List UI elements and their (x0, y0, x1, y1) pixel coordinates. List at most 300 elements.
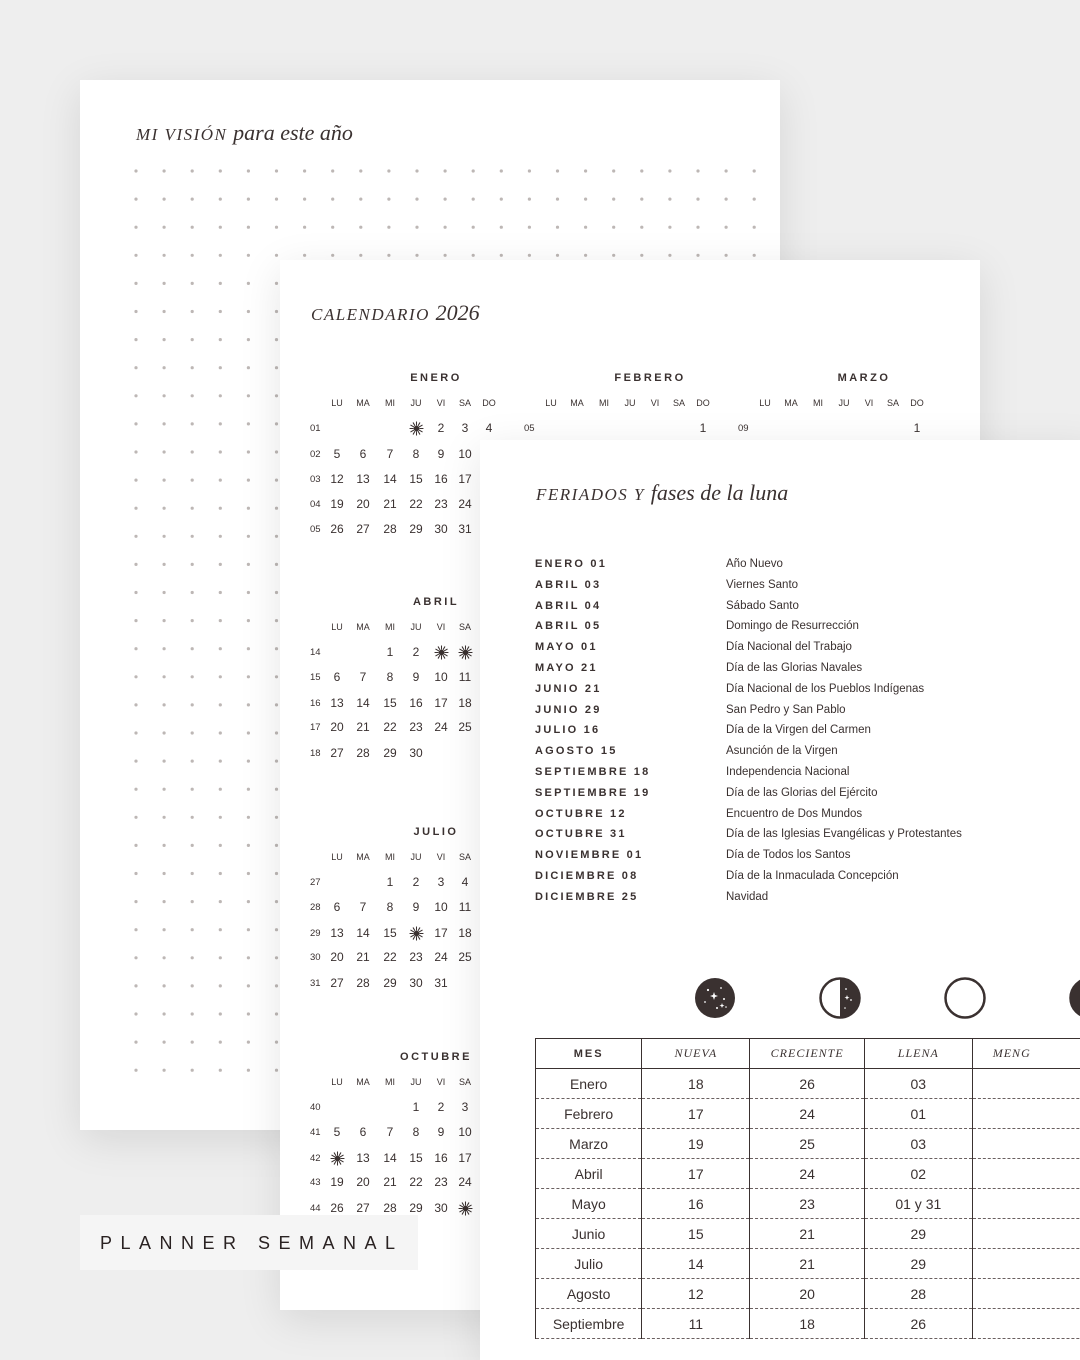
weekday-label: JU (619, 398, 641, 408)
grid-dot (500, 226, 503, 229)
grid-dot (219, 1069, 222, 1072)
phase-date-cell: 21 (750, 1249, 864, 1279)
grid-dot (275, 338, 278, 341)
holiday-date: ABRIL 04 (535, 600, 601, 612)
phase-date-cell-cropped (972, 1279, 1080, 1309)
calendar-day: 10 (453, 447, 477, 461)
grid-dot (275, 844, 278, 847)
grid-dot (191, 928, 194, 931)
weekday-label: SA (454, 852, 476, 862)
week-number: 29 (310, 928, 321, 939)
grid-dot (247, 1041, 250, 1044)
holiday-date: ABRIL 05 (535, 620, 601, 632)
grid-dot (444, 198, 447, 201)
grid-dot (134, 310, 137, 313)
grid-dot (163, 450, 166, 453)
grid-dot (247, 816, 250, 819)
calendar-day: 8 (404, 1125, 428, 1139)
grid-dot (219, 254, 222, 257)
header-nueva: NUEVA (642, 1039, 750, 1069)
calendar-day: 27 (325, 746, 349, 760)
grid-dot (191, 984, 194, 987)
phase-date-cell: 11 (642, 1309, 750, 1339)
grid-dot (163, 169, 166, 172)
phase-date-cell: 01 y 31 (864, 1189, 972, 1219)
calendar-day: 26 (325, 1201, 349, 1215)
calendar-day: 9 (429, 447, 453, 461)
grid-dot (584, 254, 587, 257)
calendar-day: 17 (453, 1151, 477, 1165)
week-number: 04 (310, 499, 321, 510)
calendar-day: 3 (453, 1100, 477, 1114)
phase-date-cell-cropped (972, 1159, 1080, 1189)
phase-date-cell: 24 (750, 1159, 864, 1189)
calendar-day: 18 (453, 696, 477, 710)
holiday-sun-marker (404, 421, 428, 436)
calendar-day: 17 (429, 926, 453, 940)
phase-date-cell: 19 (642, 1129, 750, 1159)
grid-dot (163, 310, 166, 313)
grid-dot (191, 1069, 194, 1072)
calendar-day: 29 (378, 746, 402, 760)
calendar-day: 16 (429, 472, 453, 486)
grid-dot (387, 226, 390, 229)
grid-dot (191, 788, 194, 791)
grid-dot (753, 169, 756, 172)
weekday-label: JU (405, 398, 427, 408)
calendar-day: 20 (325, 720, 349, 734)
grid-dot (134, 366, 137, 369)
calendar-day: 2 (404, 645, 428, 659)
grid-dot (219, 591, 222, 594)
grid-dot (696, 254, 699, 257)
grid-dot (247, 900, 250, 903)
holiday-name: Día de las Glorias del Ejército (726, 787, 877, 799)
planner-label-text: PLANNER SEMANAL (100, 1233, 404, 1254)
month-cell: Abril (536, 1159, 642, 1189)
grid-dot (219, 394, 222, 397)
week-number: 40 (310, 1102, 321, 1113)
grid-dot (387, 198, 390, 201)
grid-dot (134, 619, 137, 622)
grid-dot (753, 198, 756, 201)
calendar-day: 30 (404, 746, 428, 760)
weekday-label: SA (668, 398, 690, 408)
grid-dot (247, 507, 250, 510)
calendar-day: 18 (453, 926, 477, 940)
calendar-day: 24 (453, 1175, 477, 1189)
grid-dot (163, 647, 166, 650)
grid-dot (163, 535, 166, 538)
grid-dot (247, 338, 250, 341)
grid-dot (219, 872, 222, 875)
weekday-label: VI (430, 852, 452, 862)
grid-dot (275, 1041, 278, 1044)
grid-dot (219, 984, 222, 987)
holiday-date: NOVIEMBRE 01 (535, 849, 643, 861)
holiday-date: OCTUBRE 31 (535, 828, 627, 840)
holiday-name: Viernes Santo (726, 579, 798, 591)
grid-dot (584, 169, 587, 172)
grid-dot (556, 169, 559, 172)
calendar-day: 22 (378, 720, 402, 734)
calendar-day: 31 (453, 522, 477, 536)
grid-dot (275, 731, 278, 734)
calendar-day: 17 (453, 472, 477, 486)
phase-date-cell: 28 (864, 1279, 972, 1309)
grid-dot (134, 254, 137, 257)
grid-dot (163, 900, 166, 903)
grid-dot (134, 338, 137, 341)
holiday-name: Día de la Inmaculada Concepción (726, 870, 899, 882)
phase-date-cell: 16 (642, 1189, 750, 1219)
grid-dot (303, 169, 306, 172)
grid-dot (247, 422, 250, 425)
grid-dot (415, 169, 418, 172)
grid-dot (191, 760, 194, 763)
calendar-day: 14 (351, 926, 375, 940)
grid-dot (556, 198, 559, 201)
calendar-day: 14 (351, 696, 375, 710)
calendar-day: 21 (351, 720, 375, 734)
weekday-label: VI (644, 398, 666, 408)
grid-dot (191, 254, 194, 257)
first-quarter-icon (818, 976, 862, 1020)
calendar-day: 30 (429, 1201, 453, 1215)
weekday-label: MI (593, 398, 615, 408)
calendar-day: 8 (378, 670, 402, 684)
grid-dot (275, 535, 278, 538)
grid-dot (134, 816, 137, 819)
grid-dot (247, 647, 250, 650)
grid-dot (275, 169, 278, 172)
grid-dot (134, 226, 137, 229)
grid-dot (359, 198, 362, 201)
week-number: 27 (310, 877, 321, 888)
grid-dot (163, 591, 166, 594)
calendar-day: 7 (351, 670, 375, 684)
calendar-day: 13 (325, 696, 349, 710)
weekday-label: JU (405, 622, 427, 632)
grid-dot (415, 198, 418, 201)
grid-dot (191, 619, 194, 622)
grid-dot (725, 198, 728, 201)
weekday-label: LU (326, 398, 348, 408)
grid-dot (219, 816, 222, 819)
grid-dot (556, 226, 559, 229)
grid-dot (275, 422, 278, 425)
grid-dot (640, 226, 643, 229)
grid-dot (528, 254, 531, 257)
holiday-date: SEPTIEMBRE 18 (535, 766, 650, 778)
grid-dot (247, 984, 250, 987)
grid-dot (696, 198, 699, 201)
grid-dot (247, 928, 250, 931)
grid-dot (134, 394, 137, 397)
holiday-date: DICIEMBRE 08 (535, 870, 638, 882)
grid-dot (134, 900, 137, 903)
grid-dot (668, 169, 671, 172)
phase-date-cell: 03 (864, 1069, 972, 1099)
grid-dot (331, 254, 334, 257)
calendar-day: 27 (351, 1201, 375, 1215)
grid-dot (163, 394, 166, 397)
grid-dot (247, 450, 250, 453)
month-name-octubre: OCTUBRE (371, 1051, 501, 1063)
weekday-label: MA (352, 622, 374, 632)
grid-dot (191, 872, 194, 875)
grid-dot (219, 282, 222, 285)
grid-dot (134, 1012, 137, 1015)
phase-date-cell-cropped (972, 1219, 1080, 1249)
grid-dot (191, 900, 194, 903)
grid-dot (640, 254, 643, 257)
month-name-marzo: MARZO (799, 372, 929, 384)
grid-dot (275, 198, 278, 201)
grid-dot (444, 226, 447, 229)
grid-dot (191, 647, 194, 650)
grid-dot (134, 956, 137, 959)
calendar-day: 28 (378, 522, 402, 536)
weekday-label: MA (780, 398, 802, 408)
grid-dot (219, 703, 222, 706)
weekday-label: JU (405, 852, 427, 862)
grid-dot (219, 169, 222, 172)
phase-date-cell-cropped (972, 1099, 1080, 1129)
grid-dot (163, 956, 166, 959)
month-cell: Enero (536, 1069, 642, 1099)
grid-dot (219, 422, 222, 425)
grid-dot (219, 226, 222, 229)
calendar-day: 3 (429, 875, 453, 889)
grid-dot (191, 675, 194, 678)
grid-dot (668, 254, 671, 257)
calendar-day: 8 (404, 447, 428, 461)
grid-dot (387, 169, 390, 172)
calendar-day: 26 (325, 522, 349, 536)
grid-dot (247, 254, 250, 257)
grid-dot (219, 310, 222, 313)
grid-dot (500, 198, 503, 201)
phase-date-cell: 14 (642, 1249, 750, 1279)
grid-dot (134, 872, 137, 875)
weekday-label: SA (454, 398, 476, 408)
calendar-day: 15 (404, 472, 428, 486)
grid-dot (275, 479, 278, 482)
grid-dot (247, 563, 250, 566)
week-number: 02 (310, 449, 321, 460)
phase-date-cell-cropped (972, 1189, 1080, 1219)
month-name-enero: ENERO (371, 372, 501, 384)
grid-dot (163, 282, 166, 285)
holidays-page (480, 440, 1080, 1360)
grid-dot (134, 760, 137, 763)
grid-dot (191, 479, 194, 482)
holiday-date: JUNIO 29 (535, 704, 602, 716)
moon-table-row (536, 1279, 1080, 1309)
grid-dot (134, 675, 137, 678)
grid-dot (163, 1041, 166, 1044)
grid-dot (275, 872, 278, 875)
holiday-date: DICIEMBRE 25 (535, 891, 638, 903)
grid-dot (163, 1069, 166, 1072)
month-cell: Junio (536, 1219, 642, 1249)
weekday-label: LU (326, 852, 348, 862)
calendar-day: 10 (453, 1125, 477, 1139)
month-cell: Septiembre (536, 1309, 642, 1339)
grid-dot (191, 1012, 194, 1015)
weekday-label: VI (430, 398, 452, 408)
grid-dot (163, 619, 166, 622)
grid-dot (134, 450, 137, 453)
grid-dot (134, 282, 137, 285)
grid-dot (219, 450, 222, 453)
grid-dot (163, 731, 166, 734)
moon-table-row (536, 1249, 1080, 1279)
grid-dot (275, 928, 278, 931)
calendar-day: 28 (378, 1201, 402, 1215)
month-cell: Mayo (536, 1189, 642, 1219)
calendar-day: 4 (453, 875, 477, 889)
grid-dot (275, 619, 278, 622)
grid-dot (219, 479, 222, 482)
grid-dot (725, 254, 728, 257)
calendar-day: 13 (325, 926, 349, 940)
weekday-label: SA (454, 622, 476, 632)
full-moon-icon (943, 976, 987, 1020)
grid-dot (134, 844, 137, 847)
month-name-febrero: FEBRERO (585, 372, 715, 384)
phase-date-cell-cropped (972, 1069, 1080, 1099)
grid-dot (247, 703, 250, 706)
header-menguante: MENG (972, 1039, 1080, 1069)
grid-dot (275, 1069, 278, 1072)
grid-dot (134, 928, 137, 931)
grid-dot (247, 366, 250, 369)
calendar-day: 22 (404, 497, 428, 511)
phase-date-cell: 20 (750, 1279, 864, 1309)
grid-dot (191, 282, 194, 285)
holiday-date: SEPTIEMBRE 19 (535, 787, 650, 799)
grid-dot (163, 254, 166, 257)
sun-icon (330, 1151, 345, 1166)
grid-dot (191, 450, 194, 453)
holiday-date: JULIO 16 (535, 724, 600, 736)
calendar-day: 24 (429, 720, 453, 734)
grid-dot (640, 198, 643, 201)
weekday-label: DO (692, 398, 714, 408)
moon-table-row (536, 1159, 1080, 1189)
holiday-name: Domingo de Resurrección (726, 620, 859, 632)
grid-dot (612, 198, 615, 201)
week-number: 03 (310, 474, 321, 485)
new-moon-icon (693, 976, 737, 1020)
grid-dot (163, 366, 166, 369)
calendar-day: 12 (325, 472, 349, 486)
phase-date-cell: 02 (864, 1159, 972, 1189)
grid-dot (247, 844, 250, 847)
grid-dot (247, 1012, 250, 1015)
sun-icon (458, 645, 473, 660)
holiday-date: MAYO 21 (535, 662, 598, 674)
calendar-day: 15 (404, 1151, 428, 1165)
holiday-date: ABRIL 03 (535, 579, 601, 591)
grid-dot (219, 675, 222, 678)
grid-dot (247, 1069, 250, 1072)
header-mes: MES (536, 1039, 642, 1069)
holiday-name: Día Nacional de los Pueblos Indígenas (726, 683, 924, 695)
week-number: 44 (310, 1203, 321, 1214)
calendar-day: 17 (429, 696, 453, 710)
grid-dot (415, 254, 418, 257)
weekday-label: JU (405, 1077, 427, 1087)
weekday-label: DO (478, 398, 500, 408)
grid-dot (247, 310, 250, 313)
grid-dot (668, 198, 671, 201)
calendar-day: 2 (429, 421, 453, 435)
calendar-day: 20 (351, 1175, 375, 1189)
phase-date-cell-cropped (972, 1309, 1080, 1339)
grid-dot (472, 169, 475, 172)
calendar-day: 19 (325, 497, 349, 511)
calendar-day: 3 (453, 421, 477, 435)
moon-table-row (536, 1129, 1080, 1159)
grid-dot (331, 226, 334, 229)
last-quarter-icon (1068, 976, 1080, 1020)
grid-dot (247, 956, 250, 959)
grid-dot (247, 282, 250, 285)
grid-dot (191, 507, 194, 510)
grid-dot (219, 619, 222, 622)
grid-dot (219, 1041, 222, 1044)
grid-dot (163, 563, 166, 566)
grid-dot (191, 703, 194, 706)
calendar-day: 11 (453, 670, 477, 684)
calendar-day: 14 (378, 1151, 402, 1165)
grid-dot (275, 900, 278, 903)
grid-dot (191, 394, 194, 397)
calendar-day: 1 (378, 875, 402, 889)
phase-date-cell: 23 (750, 1189, 864, 1219)
phase-date-cell: 18 (642, 1069, 750, 1099)
grid-dot (247, 535, 250, 538)
week-number: 30 (310, 952, 321, 963)
grid-dot (219, 1012, 222, 1015)
grid-dot (247, 619, 250, 622)
calendar-day: 19 (325, 1175, 349, 1189)
grid-dot (275, 788, 278, 791)
grid-dot (219, 535, 222, 538)
week-number: 43 (310, 1177, 321, 1188)
grid-dot (247, 198, 250, 201)
grid-dot (219, 956, 222, 959)
grid-dot (500, 254, 503, 257)
grid-dot (331, 198, 334, 201)
grid-dot (134, 535, 137, 538)
weekday-label: LU (326, 622, 348, 632)
week-number: 14 (310, 647, 321, 658)
weekday-label: VI (430, 622, 452, 632)
grid-dot (219, 900, 222, 903)
grid-dot (191, 1041, 194, 1044)
week-number: 17 (310, 722, 321, 733)
vision-title: MI VISIÓN para este año (136, 120, 353, 146)
phase-date-cell: 15 (642, 1219, 750, 1249)
grid-dot (134, 731, 137, 734)
calendar-day: 11 (453, 900, 477, 914)
phase-date-cell: 21 (750, 1219, 864, 1249)
calendar-day: 16 (429, 1151, 453, 1165)
